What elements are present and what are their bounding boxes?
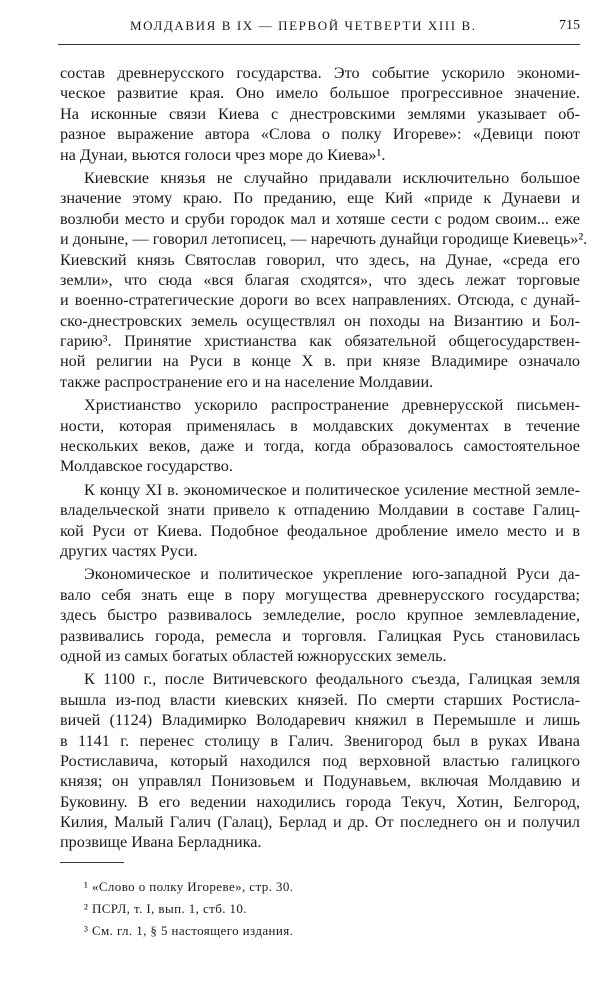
footnote: ² ПСРЛ, т. I, вып. 1, стб. 10. bbox=[84, 901, 247, 916]
paragraph bbox=[60, 395, 580, 477]
footnote-separator bbox=[60, 862, 124, 863]
text-line: Киевский князь Святослав говорил, что здесь, на Дунае, «среда его bbox=[60, 250, 580, 269]
text-line: Молдавское государство. bbox=[60, 457, 233, 476]
text-line: вышла из-под власти киевских князей. По смерти старших Ростисла- bbox=[60, 690, 580, 709]
text-line: гарию³. Принятие христианства как обязательной общегосударствен- bbox=[60, 332, 580, 351]
text-line: ско-днестровских земель осуществлял он походы на Византию и Бол- bbox=[60, 311, 580, 330]
footnote: ³ См. гл. 1, § 5 настоящего издания. bbox=[84, 923, 294, 938]
text-line: развивались города, ремесла и торговля. Галицкая Русь становилась bbox=[60, 626, 580, 645]
text-line: состав древнерусского государства. Это событие ускорило экономи- bbox=[60, 64, 580, 82]
text-line: Киевские князья не случайно придавали исключительно большое bbox=[84, 168, 580, 187]
text-line: в 1141 г. перенес столицу в Галич. Звенигород был в руках Ивана bbox=[60, 731, 580, 750]
footnotes bbox=[84, 876, 293, 942]
text-line: кой Руси от Киева. Подобное феодальное дробление имело место и в bbox=[60, 521, 580, 540]
text-line: также распространение его и на население Молдавии. bbox=[60, 372, 434, 391]
text-line: Экономическое и политическое укрепление юго-западной Руси да- bbox=[84, 565, 580, 584]
text-line: нескольких веков, даже и тогда, когда образовалось самостоятельное bbox=[60, 437, 580, 456]
text-line: Христианство ускорило распространение древнерусской письмен- bbox=[84, 396, 580, 415]
paragraph bbox=[60, 63, 580, 165]
text-line: и доныне, — говорил летописец, — наречють дунайци городище Киевець»². bbox=[60, 230, 588, 249]
paragraph bbox=[60, 564, 580, 666]
running-title: МОЛДАВИЯ В IX — ПЕРВОЙ ЧЕТВЕРТИ XIII В. bbox=[130, 18, 477, 33]
paragraph bbox=[60, 480, 580, 562]
text-line: Килия, Малый Галич (Галац), Берлад и др. От последнего он и получил bbox=[60, 813, 580, 832]
text-line: на Дунаи, вьются голоси чрез море до Киева»¹. bbox=[60, 145, 386, 164]
text-line: разное выражение автора «Слова о полку Игореве»: «Девици поют bbox=[60, 125, 580, 144]
header-rule bbox=[58, 44, 580, 45]
footnote: ¹ «Слово о полку Игореве», стр. 30. bbox=[84, 879, 294, 894]
text-line: возлюби место и сруби городок мал и хотяше сести с родом своим... еже bbox=[60, 209, 580, 228]
text-line: прозвище Ивана Берладника. bbox=[60, 833, 262, 852]
page-number: 715 bbox=[559, 18, 580, 33]
text-line: вало себя знать еще в пору могущества древнерусского государства; bbox=[60, 585, 580, 604]
text-line: других частях Руси. bbox=[60, 541, 198, 560]
text-line: вичей (1124) Владимирко Володаревич княжил в Перемышле и лишь bbox=[60, 711, 580, 730]
text-line: ческое развитие края. Оно имело большое прогрессивное значение. bbox=[60, 84, 580, 103]
text-line: На исконные связи Киева с днестровскими землями указывает об- bbox=[60, 104, 580, 123]
text-line: Буковину. В его ведении находились города Текуч, Хотин, Белгород, bbox=[60, 792, 580, 811]
running-header bbox=[60, 18, 580, 40]
text-line: ности, которая применялась в молдавских документах в течение bbox=[60, 416, 580, 435]
text-line: ной религии на Руси в конце X в. при князе Владимире означало bbox=[60, 352, 580, 371]
text-line: здесь быстро развивалось земледелие, росло крупное землевладение, bbox=[60, 606, 580, 625]
text-line: одной из самых богатых областей южнорусских земель. bbox=[60, 646, 447, 665]
text-line: К 1100 г., после Витичевского феодального съезда, Галицкая земля bbox=[84, 670, 580, 689]
text-line: князя; он управлял Понизовьем и Подунавьем, включая Молдавию и bbox=[60, 772, 580, 791]
text-line: владельческой знати привело к отпадению Молдавии в составе Галиц- bbox=[60, 501, 580, 520]
text-line: К концу XI в. экономическое и политическое усиление местной земле- bbox=[84, 480, 580, 499]
text-line: значение этому краю. По преданию, еще Кий «приде к Дунаеви и bbox=[60, 189, 580, 208]
paragraph bbox=[60, 669, 580, 853]
text-line: и военно-стратегические дороги во всех направлениях. Отсюда, с дунай- bbox=[60, 291, 580, 310]
body-text bbox=[60, 63, 588, 856]
text-line: земли», что сюда «вся благая сходятся», что здесь лежат торговые bbox=[60, 270, 580, 289]
text-line: Ростиславича, который находился под верховной властью галицкого bbox=[60, 751, 580, 770]
paragraph bbox=[60, 168, 588, 392]
